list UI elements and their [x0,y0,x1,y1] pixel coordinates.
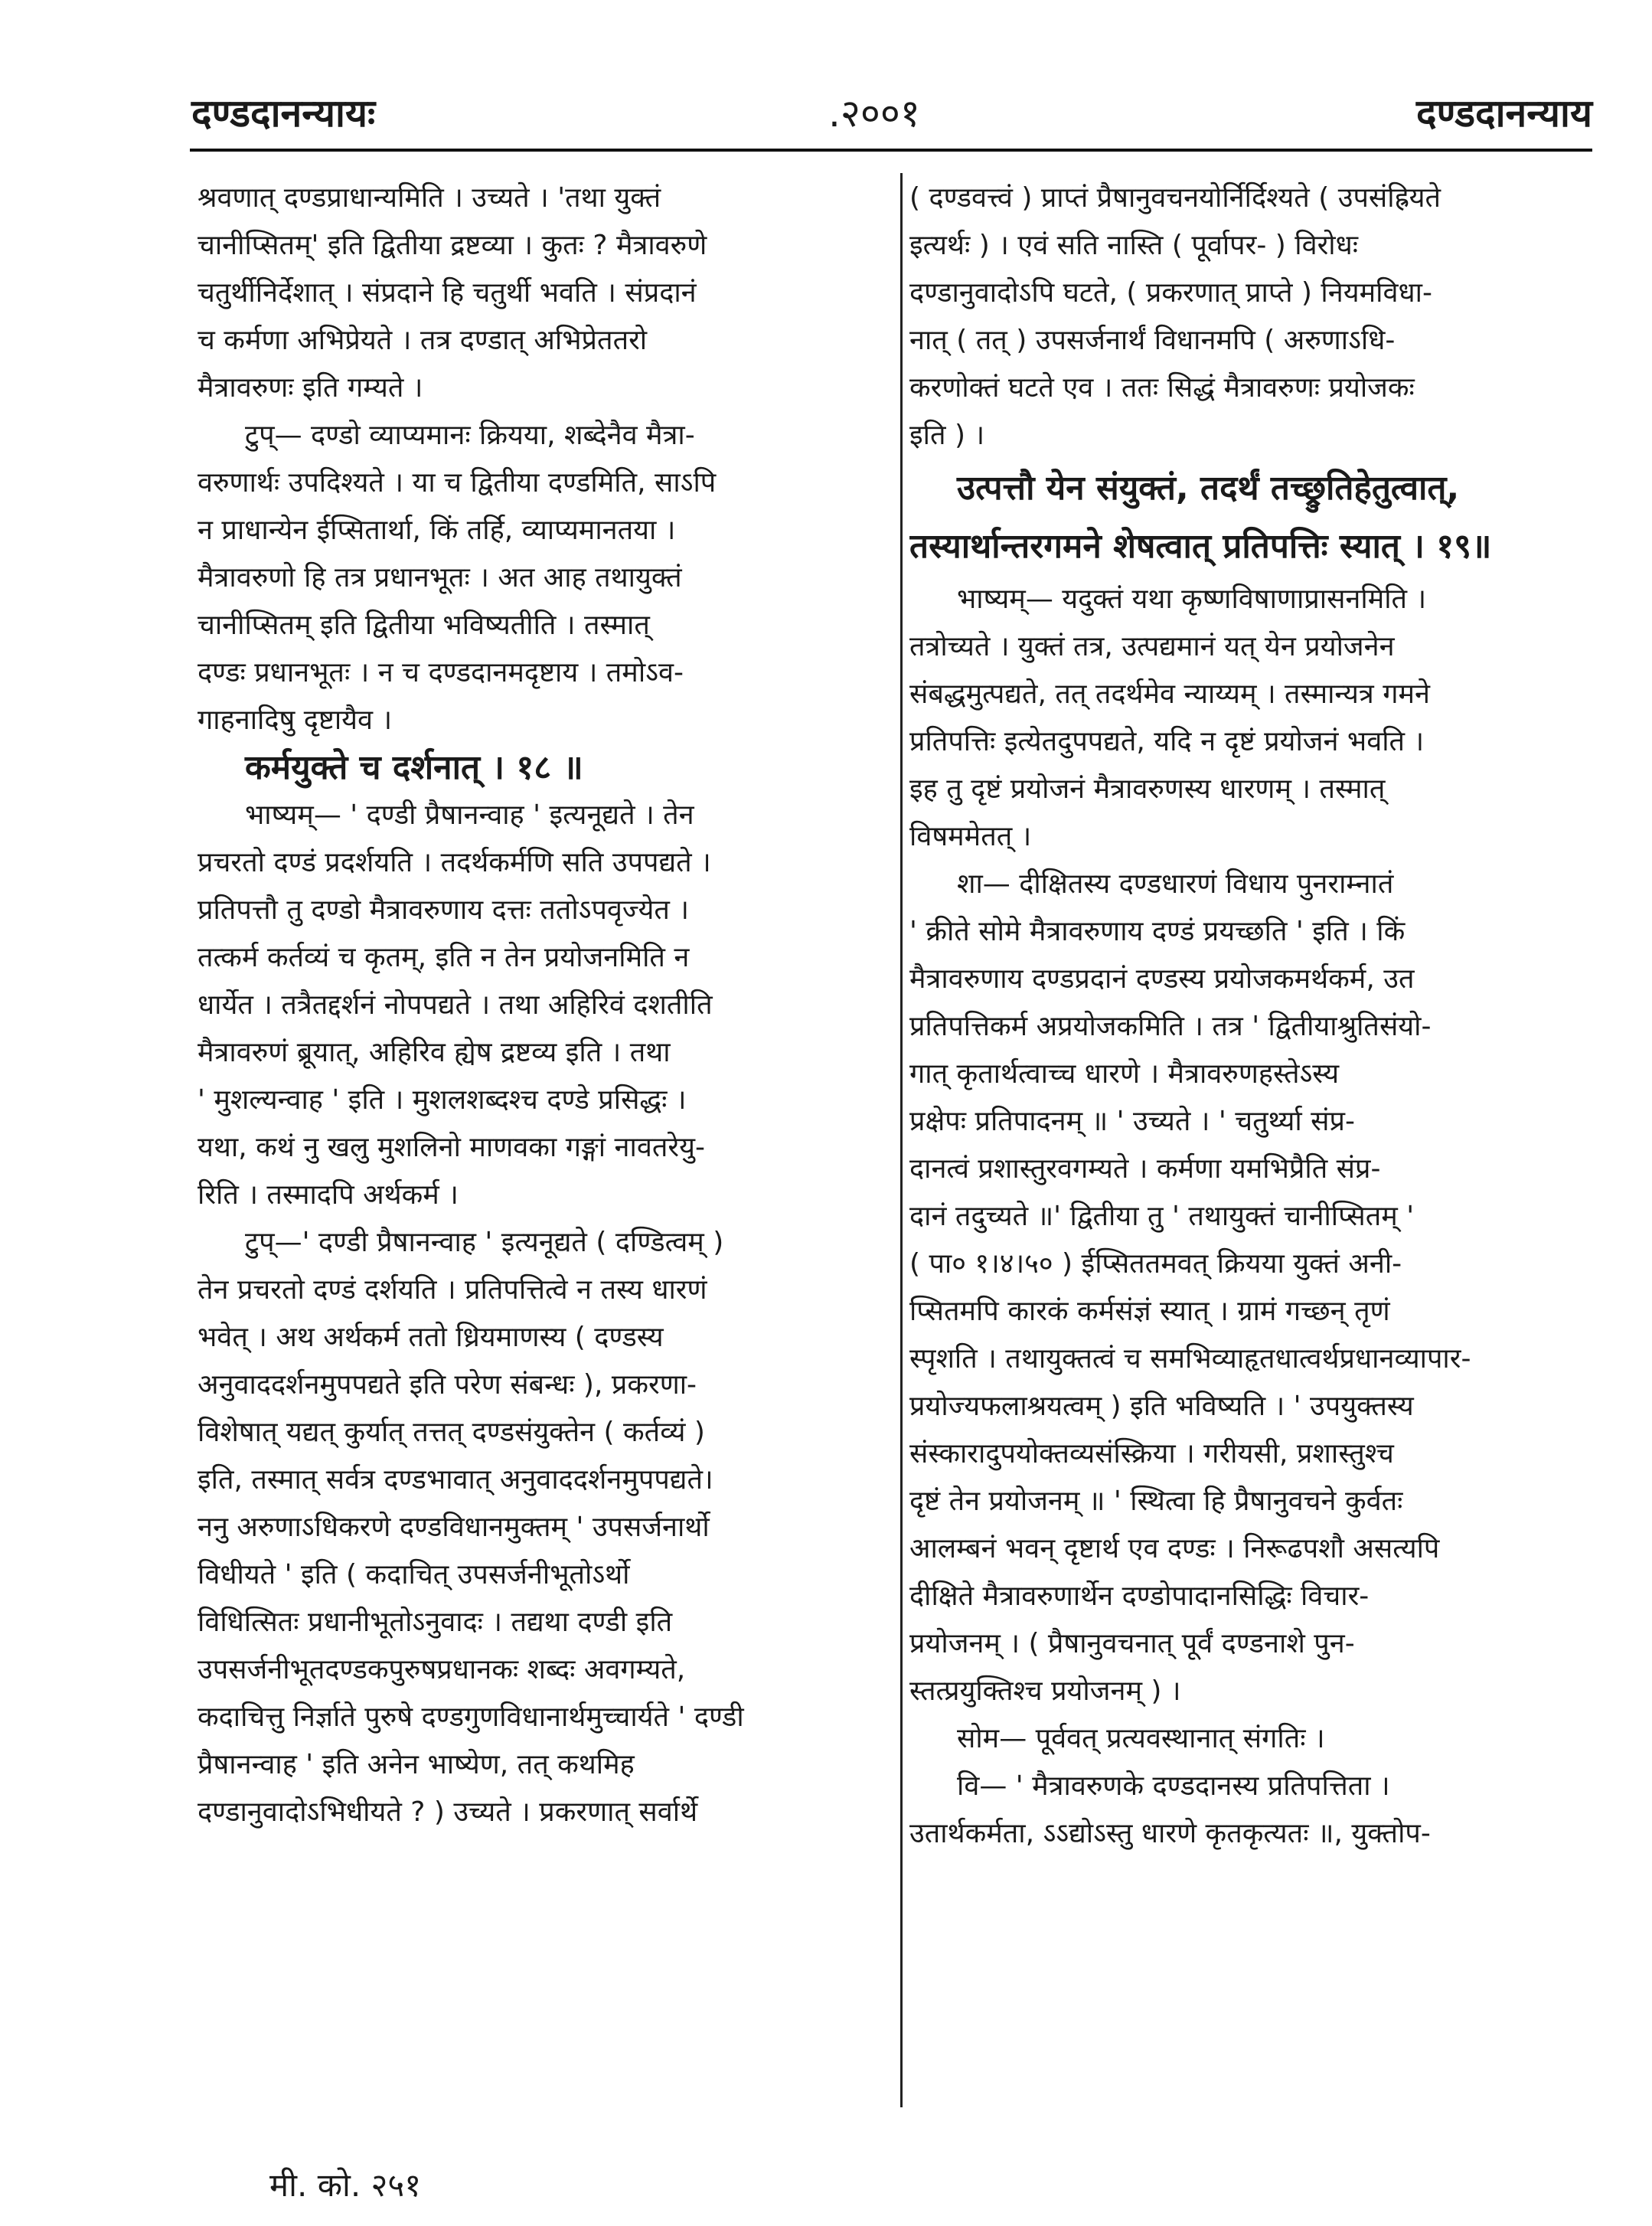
text-line: तत्कर्म कर्तव्यं च कृतम्, इति न तेन प्रयोजनमिति न [198,942,690,973]
text-line: इति ) । [909,420,985,451]
running-header-right: दण्डदानन्याय [1416,91,1592,136]
text-line: भवेत् । अथ अर्थकर्म ततो ध्रियमाणस्य ( दण्डस्य [198,1322,664,1353]
text-line: प्रतिपत्तिकर्म अप्रयोजकमिति । तत्र ' द्वितीयाश्रुतिसंयो- [909,1011,1432,1042]
text-line: विषममेतत् । [909,821,1032,852]
header-rule [190,149,1592,152]
text-line: प्रक्षेपः प्रतिपादनम् ॥ ' उच्यते । ' चतुर्थ्या संप्र- [909,1106,1355,1137]
text-line: सोम— पूर्ववत् प्रत्यवस्थानात् संगतिः । [957,1723,1325,1754]
text-line: प्रचरतो दण्डं प्रदर्शयति । तदर्थकर्मणि सति उपपद्यते । [198,847,711,878]
text-line: यथा, कथं नु खलु मुशलिनो माणवका गङ्गां नावतरेयु- [198,1132,705,1163]
text-line: चतुर्थीनिर्देशात् । संप्रदाने हि चतुर्थी भवति । संप्रदानं [198,277,697,309]
text-line: नात् ( तत् ) उपसर्जनार्थं विधानमपि ( अरुणाऽधि- [909,325,1396,356]
text-line: इति, तस्मात् सर्वत्र दण्डभावात् अनुवाददर्शनमुपपद्यते। [198,1464,713,1495]
text-line: इह तु दृष्टं प्रयोजनं मैत्रावरुणस्य धारणम् । तस्मात् [909,773,1386,805]
text-line: स्पृशति । तथायुक्तत्वं च समभिव्याहृतधात्वर्थप्रधानव्यापार- [909,1343,1471,1374]
text-line: आलम्बनं भवन् दृष्टार्थ एव दण्डः । निरूढपशौ असत्यपि [909,1533,1440,1564]
text-line: प्सितमपि कारकं कर्मसंज्ञं स्यात् । ग्रामं गच्छन् तृणं [909,1296,1390,1327]
page-footer-signature: मी. को. २५१ [269,2166,422,2204]
sutra-heading: कर्मयुक्ते च दर्शनात् । १८ ॥ [245,748,583,787]
text-line: ' मुशल्यन्वाह ' इति । मुशलशब्दश्च दण्डे प्रसिद्धः । [198,1084,687,1116]
text-line: तत्रोच्यते । युक्तं तत्र, उत्पद्यमानं यत् येन प्रयोजनेन [909,631,1395,662]
text-line: प्रयोजनम् । ( प्रैषानुवचनात् पूर्वं दण्डनाशे पुन- [909,1628,1355,1659]
text-line: मैत्रावरुणो हि तत्र प्रधानभूतः । अत आह तथायुक्तं [198,562,682,593]
text-line: प्रयोज्यफलाश्रयत्वम् ) इति भविष्यति । ' उपयुक्तस्य [909,1391,1414,1422]
text-line: संबद्धमुत्पद्यते, तत् तदर्थमेव न्याय्यम् । तस्मान्यत्र गमने [909,678,1431,710]
running-header-left: दण्डदानन्यायः [191,91,376,136]
text-line: चानीप्सितम्' इति द्वितीया द्रष्टव्या । कुतः ? मैत्रावरुणे [198,230,707,261]
text-line: विधित्सितः प्रधानीभूतोऽनुवादः । तद्यथा दण्डी इति [198,1607,673,1638]
text-line: वि— ' मैत्रावरुणके दण्डदानस्य प्रतिपत्तिता । [957,1770,1390,1802]
text-line: ( पा० १।४।५० ) ईप्सिततमवत् क्रियया युक्तं अनी- [909,1248,1402,1280]
text-line: विधीयते ' इति ( कदाचित् उपसर्जनीभूतोऽर्थो [198,1559,630,1590]
text-line: शा— दीक्षितस्य दण्डधारणं विधाय पुनराम्नातं [957,868,1394,900]
column-divider [900,173,903,2107]
page-number: .२००१ [828,91,920,136]
text-line: गात् कृतार्थत्वाच्च धारणे । मैत्रावरुणहस्तेऽस्य [909,1058,1340,1090]
sutra-heading: तस्यार्थान्तरगमने शेषत्वात् प्रतिपत्तिः स्यात् । १९॥ [909,527,1492,566]
text-line: तेन प्रचरतो दण्डं दर्शयति । प्रतिपत्तित्वे न तस्य धारणं [198,1274,707,1306]
text-line: ( दण्डवत्त्वं ) प्राप्तं प्रैषानुवचनयोर्निर्दिश्यते ( उपसंह्रियते [909,182,1441,214]
text-line: मैत्रावरुणाय दण्डप्रदानं दण्डस्य प्रयोजकमर्थकर्म, उत [909,963,1415,995]
text-line: न प्राधान्येन ईप्सितार्था, किं तर्हि, व्याप्यमानतया । [198,515,676,546]
text-line: दृष्टं तेन प्रयोजनम् ॥ ' स्थित्वा हि प्रैषानुवचने कुर्वतः [909,1486,1403,1517]
text-line: चानीप्सितम् इति द्वितीया भविष्यतीति । तस्मात् [198,610,650,641]
text-line: गाहनादिषु दृष्टायैव । [198,704,393,736]
text-line: रिति । तस्मादपि अर्थकर्म । [198,1179,459,1211]
text-line: प्रतिपत्तिः इत्येतदुपपद्यते, यदि न दृष्टं प्रयोजनं भवति । [909,726,1425,757]
text-line: उपसर्जनीभूतदण्डकपुरुषप्रधानकः शब्दः अवगम्यते, [198,1654,686,1685]
text-line: करणोक्तं घटते एव । ततः सिद्धं मैत्रावरुणः प्रयोजकः [909,372,1415,404]
text-line: भाष्यम्— यदुक्तं यथा कृष्णविषाणाप्रासनमिति । [957,583,1427,615]
text-line: प्रैषानन्वाह ' इति अनेन भाष्येण, तत् कथमिह [198,1749,635,1780]
text-line: दण्डानुवादोऽभिधीयते ? ) उच्यते । प्रकरणात् सर्वार्थे [198,1796,698,1828]
text-line: ननु अरुणाऽधिकरणे दण्डविधानमुक्तम् ' उपसर्जनार्थो [198,1512,710,1543]
right-column [909,175,1592,1858]
text-line: वरुणार्थः उपदिश्यते । या च द्वितीया दण्डमिति, साऽपि [198,467,717,498]
text-line: स्तत्प्रयुक्तिश्च प्रयोजनम् ) । [909,1675,1181,1707]
text-line: प्रतिपत्तौ तु दण्डो मैत्रावरुणाय दत्तः ततोऽपवृज्येत । [198,894,689,926]
text-line: च कर्मणा अभिप्रेयते । तत्र दण्डात् अभिप्रेततरो [198,325,648,356]
text-line: विशेषात् यद्यत् कुर्यात् तत्तत् दण्डसंयुक्तेन ( कर्तव्यं ) [198,1417,705,1448]
text-line: टुप्— दण्डो व्याप्यमानः क्रियया, शब्देनैव मैत्रा- [245,420,695,451]
text-line: दीक्षिते मैत्रावरुणार्थेन दण्डोपादानसिद्धिः विचार- [909,1580,1370,1612]
text-line: दानं तदुच्यते ॥' द्वितीया तु ' तथायुक्तं चानीप्सितम् ' [909,1201,1415,1232]
left-column [198,175,886,1836]
text-line: धार्येत । तत्रैतद्दर्शनं नोपपद्यते । तथा अहिरिवं दशतीति [198,989,713,1021]
sutra-heading: उत्पत्तौ येन संयुक्तं, तदर्थं तच्छ्रुतिहेतुत्वात्, [957,469,1460,508]
text-line: इत्यर्थः ) । एवं सति नास्ति ( पूर्वापर- ) विरोधः [909,230,1359,261]
text-line: टुप्—' दण्डी प्रैषानन्वाह ' इत्यनूद्यते ( दण्डित्वम् ) [245,1227,724,1258]
text-line: दानत्वं प्रशास्तुरवगम्यते । कर्मणा यमभिप्रैति संप्र- [909,1153,1381,1185]
text-line: मैत्रावरुणः इति गम्यते । [198,372,423,404]
text-line: दण्डः प्रधानभूतः । न च दण्डदानमदृष्टाय । तमोऽव- [198,657,684,688]
text-line: अनुवाददर्शनमुपपद्यते इति परेण संबन्धः ), प्रकरणा- [198,1369,697,1401]
text-line: श्रवणात् दण्डप्राधान्यमिति । उच्यते । 'तथा युक्तं [198,182,661,214]
text-line: दण्डानुवादोऽपि घटते, ( प्रकरणात् प्राप्ते ) नियमविधा- [909,277,1432,309]
text-line: ' क्रीते सोमे मैत्रावरुणाय दण्डं प्रयच्छति ' इति । किं [909,916,1406,947]
text-line: भाष्यम्— ' दण्डी प्रैषानन्वाह ' इत्यनूद्यते । तेन [245,799,694,831]
text-line: उतार्थकर्मता, ऽऽद्योऽस्तु धारणे कृतकृत्यतः ॥, युक्तोप- [909,1818,1431,1849]
text-line: संस्कारादुपयोक्तव्यसंस्क्रिया । गरीयसी, प्रशास्तुश्च [909,1438,1394,1469]
text-line: कदाचित्तु निर्ज्ञाते पुरुषे दण्डगुणविधानार्थमुच्चार्यते ' दण्डी [198,1701,744,1733]
text-line: मैत्रावरुणं ब्रूयात्, अहिरिव ह्येष द्रष्टव्य इति । तथा [198,1037,671,1068]
